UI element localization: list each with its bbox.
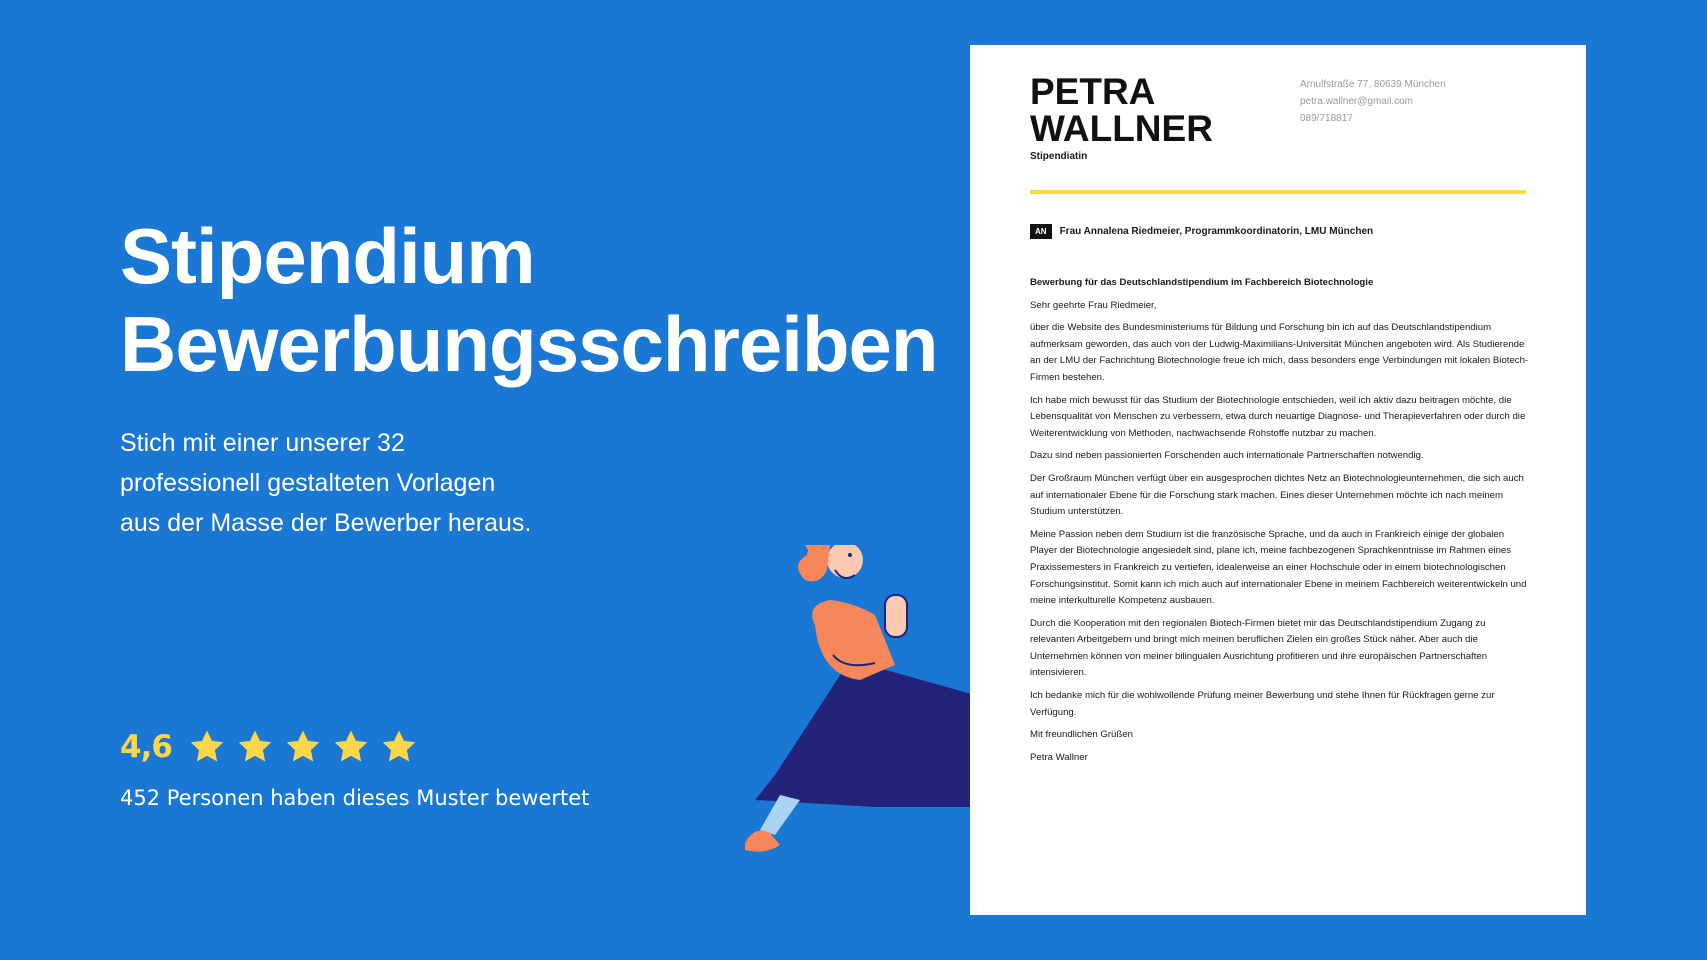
rating-value: 4,6 — [120, 729, 172, 765]
rating — [120, 728, 428, 766]
email: petra.wallner@gmail.com — [1300, 96, 1413, 107]
title-line: Stipendium — [120, 212, 535, 300]
letter-subject: Bewerbung für das Deutschlandstipendium im Fachbereich Biotechnologie — [1030, 277, 1374, 288]
rating-count: 452 Personen haben dieses Muster bewertet — [120, 786, 590, 810]
star-icon — [332, 728, 370, 766]
phone: 089/718817 — [1300, 113, 1353, 124]
salutation: Sehr geehrte Frau Riedmeier, — [1030, 299, 1157, 311]
paragraph: Dazu sind neben passionierten Forschenden auch internationale Partnerschaften notwendig. — [1030, 450, 1424, 462]
star-icon — [380, 728, 418, 766]
star-icon — [236, 728, 274, 766]
paragraph: Ich habe mich bewusst für das Studium der Biotechnologie entschieden, weil ich aktiv dazu beitragen möchte, die Lebensqualität von Menschen zu verbessern, etwa durch neuartige Diagnose- und Therapieverfahren oder durch die Weiterentwicklung von Methoden, nachwachsende Rohstoffe nutzbar zu machen. — [1030, 394, 1526, 439]
letter-body — [1030, 275, 1530, 772]
paragraph: Der Großraum München verfügt über ein ausgesprochen dichtes Netz an Biotechnologieunternehmen, die sich auch auf internationaler Ebene für die Forschung stark machen. Eines dieser Unternehmen möchte ich nach meinem Studium unterstützen. — [1030, 472, 1524, 518]
accent-divider — [1030, 190, 1526, 194]
recipient: Frau Annalena Riedmeier, Programmkoordinatorin, LMU München — [1059, 226, 1374, 237]
woman-illustration-icon — [735, 545, 995, 875]
signature: Petra Wallner — [1030, 751, 1088, 763]
star-icon — [284, 728, 322, 766]
paragraph: Meine Passion neben dem Studium ist die französische Sprache, und da auch in Frankreich einige der globalen Player der Biotechnologie angesiedelt sind, plane ich, meine fachbezogenen Sprachkenntnisse im Rahmen eines Praxissemesters in Frankreich zu vertiefen, idealerweise an einer Hochschule oder in einem biotechnologischen Forschungsinstitut. Somit kann ich mich auch auf internationaler Ebene in meinem Fachbereich weiterentwickeln und meine interkulturelle Kompetenz ausbauen. — [1030, 528, 1527, 607]
applicant-name — [1030, 73, 1213, 147]
subtitle-line: aus der Masse der Bewerber heraus. — [120, 509, 532, 537]
recipient-tag: AN — [1030, 224, 1052, 239]
subtitle — [120, 423, 760, 543]
title-line: Bewerbungsschreiben — [120, 300, 938, 388]
subtitle-line: Stich mit einer unserer 32 — [120, 429, 405, 457]
address: Arnulfstraße 77, 80639 München — [1300, 79, 1446, 90]
recipient-row — [1030, 224, 1373, 239]
contact-info — [1300, 76, 1446, 127]
last-name: WALLNER — [1030, 108, 1213, 149]
paragraph: Durch die Kooperation mit den regionalen Biotech-Firmen bietet mir das Deutschlandstipendium Zugang zu relevanten Arbeitgebern und bringt mich meinen beruflichen Zielen ein großes Stück näher. Aber auch die Unternehmen können von meiner bilingualen Ausrichtung profitieren und ihre europäischen Partnerschaften intensivieren. — [1030, 617, 1488, 679]
page-title — [120, 212, 938, 388]
paragraph: über die Website des Bundesministeriums für Bildung und Forschung bin ich auf das Deutschlandstipendium aufmerksam geworden, das auch von der Ludwig-Maximilians-Universität München angeboten wird. Als Studierende an der LMU der Fachrichtung Biotechnologie freue ich mich, dass besonders enge Verbindungen mit lokalen Biotech-Firmen bestehen. — [1030, 322, 1529, 383]
rating-stars — [188, 728, 428, 766]
letter-preview — [970, 45, 1586, 915]
closing: Mit freundlichen Grüßen — [1030, 729, 1133, 741]
paragraph: Ich bedanke mich für die wohlwollende Prüfung meiner Bewerbung und stehe Ihnen für Rückfragen gerne zur Verfügung. — [1030, 690, 1495, 718]
star-icon — [188, 728, 226, 766]
first-name: PETRA — [1030, 71, 1156, 112]
applicant-role: Stipendiatin — [1030, 151, 1088, 162]
subtitle-line: professionell gestalteten Vorlagen — [120, 469, 496, 497]
